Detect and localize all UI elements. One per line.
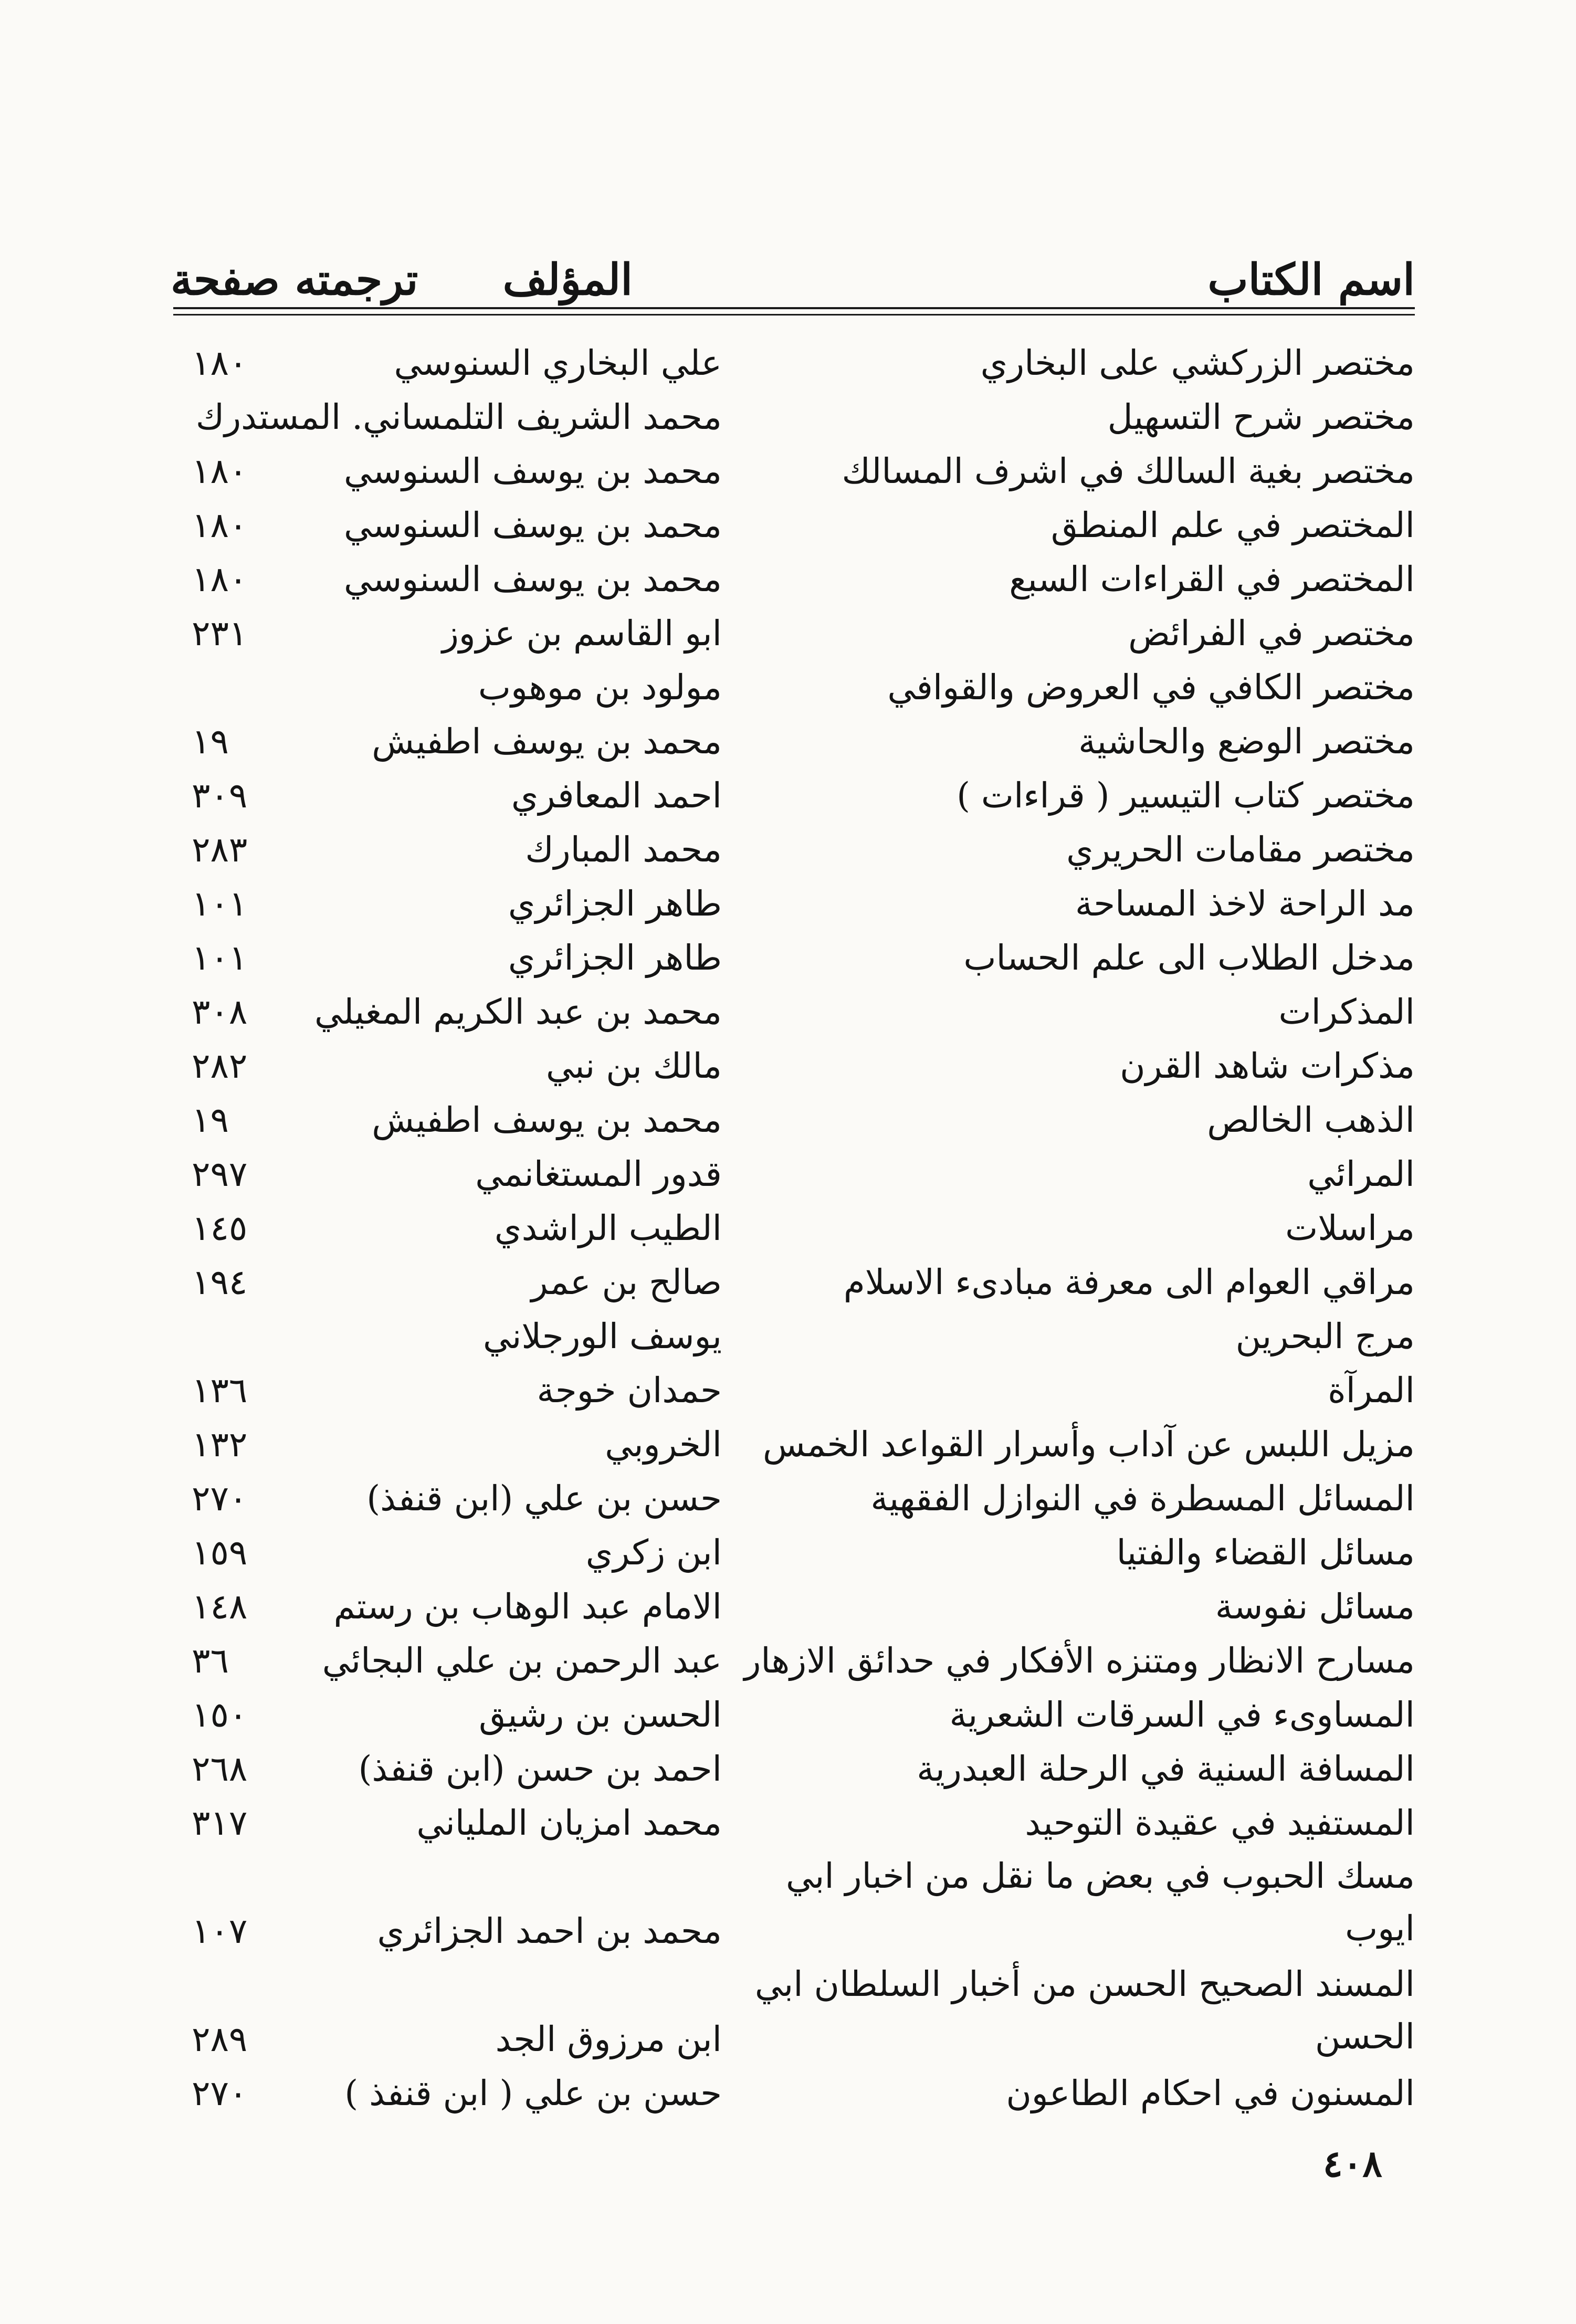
book-title: مد الراحة لاخذ المساحة	[1075, 884, 1415, 924]
book-title: المسائل المسطرة في النوازل الفقهية	[870, 1478, 1415, 1519]
book-title: مختصر الكافي في العروض والقوافي	[887, 667, 1415, 708]
author-name: يوسف الورجلاني	[482, 1316, 722, 1356]
biography-page: ١٣٦	[192, 1370, 248, 1411]
book-title: مختصر الوضع والحاشية	[1078, 721, 1415, 762]
author-name: محمد الشريف التلمساني. المستدرك	[195, 397, 722, 437]
author-name: محمد بن عبد الكريم المغيلي	[314, 992, 722, 1032]
book-title: مختصر شرح التسهيل	[1107, 397, 1415, 437]
author-name: محمد بن يوسف السنوسي	[343, 451, 722, 491]
table-row	[171, 606, 1415, 660]
book-title: المستفيد في عقيدة التوحيد	[1025, 1803, 1415, 1843]
book-title: مسارح الانظار ومتنزه الأفكار في حدائق الازهار	[744, 1641, 1415, 1681]
biography-page: ١٠٧	[192, 1911, 248, 1951]
book-title: مسائل نفوسة	[1215, 1586, 1415, 1627]
table-row	[171, 1471, 1415, 1526]
biography-page: ١٩٤	[192, 1262, 248, 1302]
biography-page: ٢٨٢	[192, 1046, 248, 1086]
table-row	[171, 1417, 1415, 1471]
table-row	[171, 714, 1415, 769]
book-title: مسائل القضاء والفتيا	[1116, 1532, 1415, 1573]
author-name: الحسن بن رشيق	[479, 1695, 722, 1735]
book-title: مراقي العوام الى معرفة مبادىء الاسلام	[843, 1262, 1415, 1302]
biography-page: ١٥٠	[192, 1695, 248, 1735]
author-name: محمد بن يوسف السنوسي	[343, 505, 722, 545]
author-name: مالك بن نبي	[545, 1046, 722, 1086]
book-title: مختصر بغية السالك في اشرف المسالك	[842, 451, 1415, 491]
table-row	[171, 1201, 1415, 1255]
book-title: المساوىء في السرقات الشعرية	[949, 1695, 1415, 1735]
table-row	[171, 1796, 1415, 1850]
author-name: حمدان خوجة	[537, 1370, 722, 1411]
book-title: المختصر في علم المنطق	[1050, 505, 1415, 545]
biography-page: ٣٠٩	[192, 775, 248, 816]
table-header	[171, 230, 1415, 309]
table-row	[171, 2066, 1415, 2120]
table-row	[171, 444, 1415, 498]
author-name: محمد المبارك	[525, 829, 722, 870]
author-name: الامام عبد الوهاب بن رستم	[333, 1586, 722, 1627]
book-title: مختصر الزركشي على البخاري	[980, 343, 1415, 383]
biography-page: ٢٨٣	[192, 829, 248, 870]
author-heading: المؤلف	[502, 255, 633, 305]
biography-page: ١٨٠	[192, 559, 248, 600]
biography-page: ٢٨٩	[192, 2019, 248, 2059]
table-row	[171, 1526, 1415, 1580]
book-title: مدخل الطلاب الى علم الحساب	[963, 938, 1415, 978]
book-title: المسند الصحيح الحسن من أخبار السلطان ابي الحسن	[754, 1964, 1415, 2057]
book-title: مختصر في الفرائض	[1128, 613, 1415, 654]
header-divider	[173, 307, 1415, 316]
book-title: المسنون في احكام الطاعون	[1006, 2073, 1415, 2113]
biography-page: ١٤٥	[192, 1208, 248, 1248]
table-row	[171, 1093, 1415, 1147]
author-name: الطيب الراشدي	[494, 1208, 722, 1248]
table-row	[171, 660, 1415, 714]
table-row	[171, 769, 1415, 823]
biography-page: ٢٣١	[192, 613, 248, 654]
book-title: الذهب الخالص	[1207, 1100, 1415, 1140]
table-row	[171, 1634, 1415, 1688]
table-row	[171, 498, 1415, 552]
book-title: مسك الحبوب في بعض ما نقل من اخبار ابي ايوب	[785, 1856, 1415, 1949]
biography-page: ٣٦	[192, 1641, 229, 1681]
biography-page: ١٨٠	[192, 451, 248, 491]
author-name: طاهر الجزائري	[508, 938, 722, 978]
table-row	[171, 1363, 1415, 1417]
author-name: محمد بن احمد الجزائري	[377, 1911, 722, 1951]
table-row	[171, 390, 1415, 444]
author-name: محمد بن يوسف اطفيش	[372, 721, 722, 762]
book-title: مختصر كتاب التيسير ( قراءات )	[957, 775, 1415, 816]
biography-page: ١٩	[192, 721, 229, 762]
biography-page: ١٣٢	[192, 1424, 248, 1465]
author-name: صالح بن عمر	[531, 1262, 722, 1302]
book-title: مرج البحرين	[1235, 1316, 1415, 1356]
author-name: حسن بن علي (ابن قنفذ)	[366, 1478, 722, 1519]
biography-page: ٢٧٠	[192, 2073, 248, 2113]
biography-page: ٣١٧	[192, 1803, 248, 1843]
author-name: احمد المعافري	[511, 775, 722, 816]
author-name: محمد امزيان الملياني	[416, 1803, 722, 1843]
biography-page: ١٥٩	[192, 1532, 248, 1573]
table-row	[171, 1688, 1415, 1742]
table-row	[171, 985, 1415, 1039]
author-name: ابن زكري	[585, 1532, 722, 1573]
table-row	[171, 1039, 1415, 1093]
biography-page: ١٩	[192, 1100, 229, 1140]
biography-page: ١٠١	[192, 938, 248, 978]
biography-page: ٢٦٨	[192, 1749, 248, 1789]
table-row	[171, 877, 1415, 931]
author-name: محمد بن يوسف السنوسي	[343, 559, 722, 600]
author-name: ابن مرزوق الجد	[495, 2019, 722, 2059]
author-name: عبد الرحمن بن علي البجائي	[322, 1641, 722, 1681]
book-title: مراسلات	[1285, 1208, 1415, 1248]
book-title: مزيل اللبس عن آداب وأسرار القواعد الخمس	[763, 1424, 1415, 1465]
table-row	[171, 1958, 1415, 2066]
biography-page: ٢٧٠	[192, 1478, 248, 1519]
book-title: مذكرات شاهد القرن	[1120, 1046, 1415, 1086]
author-name: مولود بن موهوب	[478, 667, 722, 708]
table-row	[171, 1742, 1415, 1796]
biography-page: ١٠١	[192, 884, 248, 924]
table-row	[171, 336, 1415, 390]
book-name-heading: اسم الكتاب	[1207, 255, 1415, 305]
author-name: قدور المستغانمي	[475, 1154, 722, 1194]
biography-page-heading: ترجمته صفحة	[171, 255, 418, 305]
biography-page: ٢٩٧	[192, 1154, 248, 1194]
table-row	[171, 1580, 1415, 1634]
author-name: طاهر الجزائري	[508, 884, 722, 924]
book-title: مختصر مقامات الحريري	[1066, 829, 1415, 870]
book-title: المذكرات	[1278, 992, 1415, 1032]
biography-page: ١٨٠	[192, 343, 248, 383]
author-name: احمد بن حسن (ابن قنفذ)	[358, 1749, 722, 1789]
author-name: ابو القاسم بن عزوز	[442, 613, 722, 654]
biography-page: ١٨٠	[192, 505, 248, 545]
table-row	[171, 1309, 1415, 1363]
biography-page: ٣٠٨	[192, 992, 248, 1032]
table-row	[171, 1850, 1415, 1958]
book-title: المسافة السنية في الرحلة العبدرية	[917, 1749, 1415, 1789]
biography-page: ١٤٨	[192, 1586, 248, 1627]
book-title: المرآة	[1328, 1370, 1415, 1411]
book-title: المختصر في القراءات السبع	[1009, 559, 1415, 600]
table-row	[171, 823, 1415, 877]
author-name: حسن بن علي ( ابن قنفذ )	[344, 2073, 722, 2113]
author-name: محمد بن يوسف اطفيش	[372, 1100, 722, 1140]
table-row	[171, 1147, 1415, 1201]
table-row	[171, 931, 1415, 985]
page-number: ٤٠٨	[1323, 2142, 1382, 2185]
book-title: المرائي	[1307, 1154, 1415, 1194]
index-table	[171, 336, 1415, 2120]
author-name: الخروبي	[605, 1424, 722, 1465]
table-row	[171, 552, 1415, 606]
author-name: علي البخاري السنوسي	[394, 343, 722, 383]
table-row	[171, 1255, 1415, 1309]
